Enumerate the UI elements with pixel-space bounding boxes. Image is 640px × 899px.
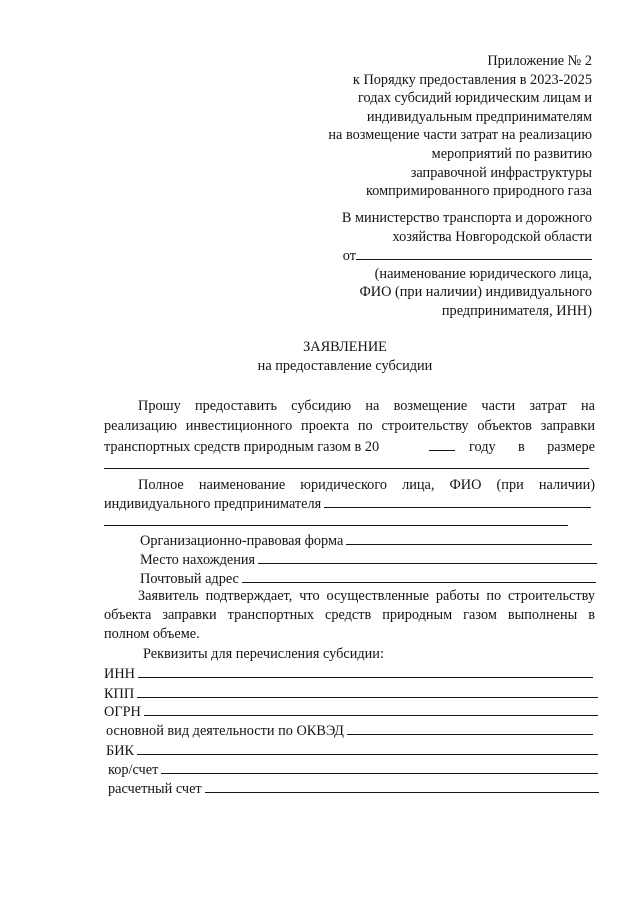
addressee-hint: (наименование юридического лица, <box>374 265 592 282</box>
requisites-heading: Реквизиты для перечисления субсидии: <box>143 646 384 662</box>
document-title: ЗАЯВЛЕНИЕ <box>303 339 387 355</box>
appendix-line: заправочной инфраструктуры <box>410 164 592 181</box>
account-label: расчетный счет <box>108 781 202 797</box>
addressee-hint: предпринимателя, ИНН) <box>441 302 592 319</box>
fullname-field[interactable] <box>324 494 591 508</box>
document-subtitle: на предоставление субсидии <box>257 358 433 374</box>
okved-field[interactable] <box>347 721 593 735</box>
kor-row <box>108 760 598 779</box>
inn-field[interactable] <box>138 664 593 678</box>
fullname-field-continued[interactable] <box>104 525 568 526</box>
legal-form-field[interactable] <box>346 531 592 545</box>
legal-form-row <box>140 531 592 550</box>
addressee-hint: ФИО (при наличии) индивидуального <box>359 284 592 301</box>
from-row <box>342 246 592 265</box>
ogrn-field[interactable] <box>144 702 598 716</box>
year-field[interactable] <box>429 437 455 451</box>
appendix-line: годах субсидий юридическим лицам и <box>357 90 592 107</box>
inn-row <box>104 664 593 683</box>
postal-row <box>140 569 596 588</box>
ogrn-label: ОГРН <box>104 704 141 720</box>
postal-label: Почтовый адрес <box>140 571 239 587</box>
appendix-line: компримированного природного газа <box>365 183 592 200</box>
confirm-line: объекта заправки транспортных средств природным газом выполнены в <box>104 607 595 623</box>
okved-row <box>106 721 593 740</box>
account-row <box>108 779 599 798</box>
kor-field[interactable] <box>161 760 598 774</box>
kpp-field[interactable] <box>137 684 598 698</box>
request-text: транспортных средств природным газом в 20 <box>104 439 380 455</box>
appendix-line: индивидуальным предпринимателям <box>366 108 592 125</box>
request-text: году в размере <box>469 439 595 455</box>
from-field[interactable] <box>356 246 592 260</box>
from-label: от <box>342 248 356 265</box>
bik-field[interactable] <box>137 741 598 755</box>
request-line: Прошу предоставить субсидию на возмещение части затрат на <box>138 398 595 414</box>
fullname-label: индивидуального предпринимателя <box>104 496 322 512</box>
fullname-line: Полное наименование юридического лица, ФИО (при наличии) <box>138 477 595 493</box>
confirm-line: Заявитель подтверждает, что осуществленные работы по строительству <box>138 588 595 604</box>
location-label: Место нахождения <box>140 552 256 568</box>
fullname-row <box>104 494 591 513</box>
okved-label: основной вид деятельности по ОКВЭД <box>106 723 344 739</box>
legal-form-label: Организационно-правовая форма <box>140 533 344 549</box>
bik-label: БИК <box>106 743 135 759</box>
location-field[interactable] <box>258 550 597 564</box>
location-row <box>140 550 597 569</box>
account-field[interactable] <box>205 779 599 793</box>
kpp-label: КПП <box>104 686 135 702</box>
request-line <box>104 437 595 456</box>
addressee-line: В министерство транспорта и дорожного <box>341 210 592 226</box>
confirm-line: полном объеме. <box>104 626 200 642</box>
kor-label: кор/счет <box>108 762 159 778</box>
amount-field[interactable] <box>104 468 589 469</box>
appendix-header <box>328 52 592 201</box>
bik-row <box>106 741 598 760</box>
appendix-line: к Порядку предоставления в 2023-2025 <box>352 71 592 88</box>
addressee-line: хозяйства Новгородской области <box>392 228 592 245</box>
appendix-line: мероприятий по развитию <box>431 145 592 162</box>
inn-label: ИНН <box>104 666 135 682</box>
kpp-row <box>104 684 598 703</box>
appendix-line: Приложение № 2 <box>487 53 592 69</box>
request-line: реализацию инвестиционного проекта по строительству объектов заправки <box>104 418 595 434</box>
appendix-line: на возмещение части затрат на реализацию <box>328 127 592 144</box>
ogrn-row <box>104 702 598 721</box>
postal-field[interactable] <box>242 569 596 583</box>
addressee-block <box>342 209 592 321</box>
